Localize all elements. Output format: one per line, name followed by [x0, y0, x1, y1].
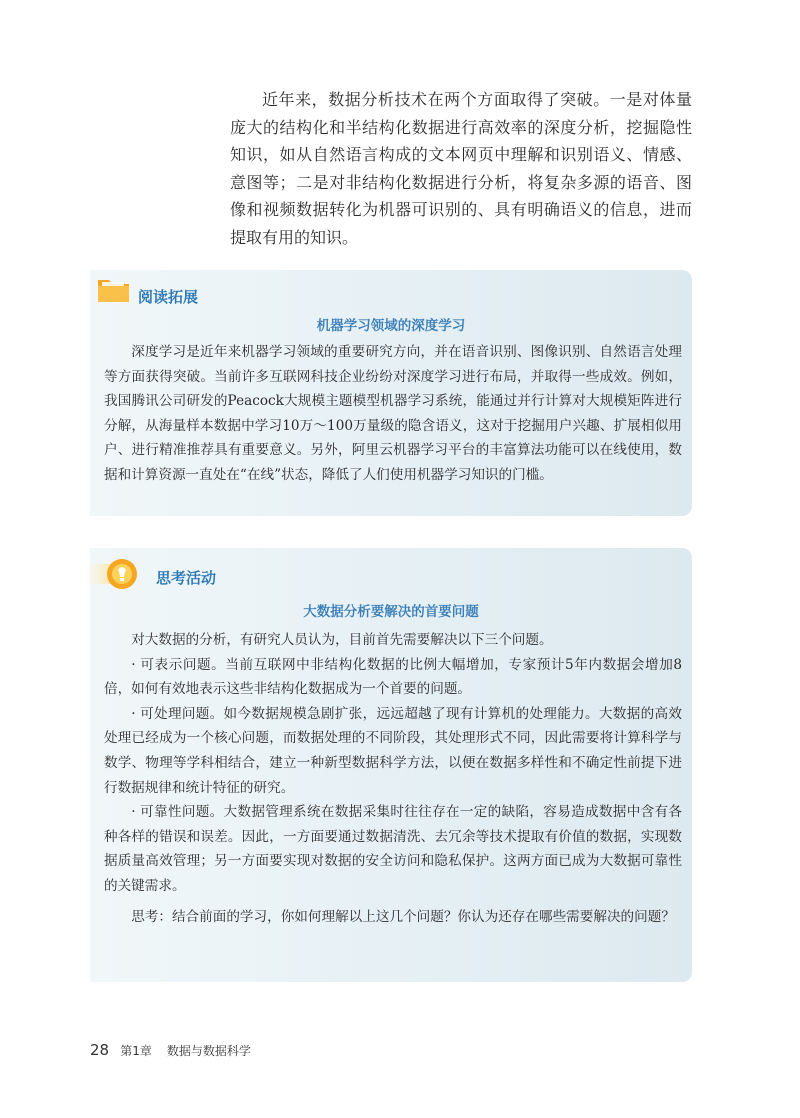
- folder-icon: [96, 274, 132, 304]
- chapter-number: 第1章: [120, 1044, 152, 1058]
- reading-extension-body: [104, 340, 682, 488]
- chapter-title: 数据与数据科学: [166, 1044, 251, 1058]
- thinking-activity-body: [104, 628, 682, 929]
- intro-paragraph: 近年来，数据分析技术在两个方面取得了突破。一是对体量庞大的结构化和半结构化数据进行高效率的深度分析，挖掘隐性知识，如从自然语言构成的文本网页中理解和识别语义、情感、意图等；二是对非结构化数据进行分析，将复杂多源的语音、图像和视频数据转化为机器可识别的、具有明确语义的信息，进而提取有用的知识。: [230, 90, 692, 247]
- thinking-paragraph: · 可处理问题。如今数据规模急剧扩张，远远超越了现有计算机的处理能力。大数据的高效处理已经成为一个核心问题，而数据处理的不同阶段，其处理形式不同，因此需要将计算科学与数学、物理等学科相结合，建立一种新型数据科学方法，以便在数据多样性和不确定性前提下进行数据规律和统计特征的研究。: [104, 705, 682, 796]
- thinking-paragraph: · 可表示问题。当前互联网中非结构化数据的比例大幅增加，专家预计5年内数据会增加8倍，如何有效地表示这些非结构化数据成为一个首要的问题。: [104, 656, 682, 698]
- reading-extension-label: 阅读拓展: [138, 288, 199, 306]
- reading-extension-title: 机器学习领域的深度学习: [316, 318, 466, 334]
- thinking-paragraph: · 可靠性问题。大数据管理系统在数据采集时往往存在一定的缺陷，容易造成数据中含有各种各样的错误和误差。因此，一方面要通过数据清洗、去冗余等技术提取有价值的数据，实现数据质量高效管理；另一方面要实现对数据的安全访问和隐私保护。这两方面已成为大数据可靠性的关键需求。: [104, 804, 682, 894]
- reading-paragraph: 深度学习是近年来机器学习领域的重要研究方向，并在语音识别、图像识别、自然语言处理等方面获得突破。当前许多互联网科技企业纷纷对深度学习进行布局，并取得一些成效。例如，我国腾讯公司研发的Peacock大规模主题模型机器学习系统，能通过并行计算对大规模矩阵进行分解，从海量样本数据中学习10万～100万量级的隐含语义，这对于挖掘用户兴趣、扩展相似用户、进行精准推荐具有重要意义。另外，阿里云机器学习平台的丰富算法功能可以在线使用，数据和计算资源一直处在“在线”状态，降低了人们使用机器学习知识的门槛。: [104, 344, 682, 483]
- bulb-icon: [80, 554, 140, 594]
- page-number: 28: [90, 1041, 110, 1059]
- reading-extension-box: [90, 270, 692, 516]
- intro-section: [230, 86, 692, 251]
- thinking-paragraph: 对大数据的分析，有研究人员认为，目前首先需要解决以下三个问题。: [131, 632, 553, 648]
- thinking-activity-box: [90, 548, 692, 982]
- thinking-activity-label: 思考活动: [156, 569, 217, 587]
- thinking-question: 思考：结合前面的学习，你如何理解以上这几个问题？你认为还存在哪些需要解决的问题？: [131, 908, 675, 925]
- page-footer: [90, 1040, 251, 1059]
- thinking-activity-title: 大数据分析要解决的首要问题: [303, 604, 479, 620]
